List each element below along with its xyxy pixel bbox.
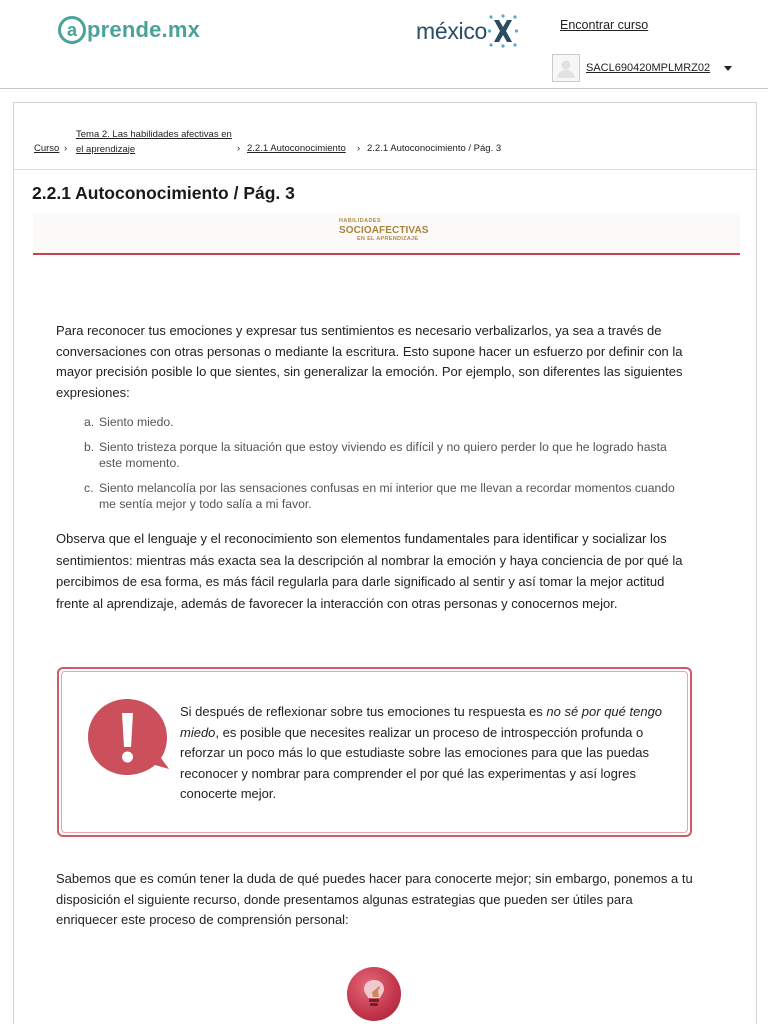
breadcrumb-course-link[interactable]: Curso — [34, 143, 60, 154]
callout-text — [180, 702, 670, 805]
resource-paragraph: Sabemos que es común tener la duda de qué puedes hacer para conocerte mejor; sin embargo, ponemos a tu disposición el siguiente recurso, donde presentamos algunas estrategias que pueden ser útiles para enriquecer este proceso de comprensión personal: — [56, 871, 693, 927]
page-title: 2.2.1 Autoconocimiento / Pág. 3 — [32, 183, 295, 203]
socioafectivas-logo — [339, 219, 429, 242]
lightbulb-icon — [359, 977, 389, 1011]
list-marker: c. — [84, 480, 94, 495]
find-course-link[interactable]: Encontrar curso — [560, 18, 649, 32]
list-item — [84, 439, 684, 472]
mexicox-logo[interactable] — [416, 14, 518, 48]
examples-list — [84, 414, 684, 521]
breadcrumb-separator: › — [237, 143, 241, 154]
user-icon — [555, 57, 577, 79]
list-marker: b. — [84, 439, 95, 454]
callout-text-start: Si después de reflexionar sobre tus emociones tu respuesta es — [180, 704, 547, 719]
mexicox-logo-text: méxico — [416, 17, 488, 44]
banner-line-1: HABILIDADES — [339, 218, 381, 224]
resource-button[interactable] — [347, 967, 401, 1021]
list-item-text: Siento miedo. — [99, 415, 174, 429]
aprende-mx-logo[interactable] — [58, 16, 200, 44]
course-content-card — [13, 102, 757, 1024]
site-header — [0, 0, 768, 89]
breadcrumb-topic-link[interactable]: Tema 2. Las habilidades afectivas en el aprendizaje — [76, 129, 232, 155]
banner-line-3: EN EL APRENDIZAJE — [357, 235, 419, 242]
breadcrumb-divider — [14, 169, 756, 170]
exclamation-speech-icon — [87, 697, 171, 781]
aprende-logo-text: prende.mx — [87, 17, 201, 42]
mexicox-x-icon — [488, 14, 518, 48]
user-menu[interactable] — [552, 54, 732, 82]
list-item-text: Siento melancolía por las sensaciones confusas en mi interior que me llevan a recordar momentos cuando me sentía mejor y todo salía a mi favor. — [99, 480, 675, 511]
breadcrumb-subtopic-link[interactable]: 2.2.1 Autoconocimiento — [247, 143, 346, 154]
username-link[interactable]: SACL690420MPLMRZ02 — [586, 62, 711, 74]
callout-text-italic: no sé por qué tengo miedo — [180, 704, 663, 740]
callout-text-end: , es posible que necesites realizar un proceso de introspección profunda o reforzar un poco más lo que estudiaste sobre las emociones para que las puedas reconocer y nombrar para comprender el por qué las experimentas y así logres conocerte mejor. — [180, 724, 650, 801]
list-item — [84, 480, 684, 513]
language-paragraph: Observa que el lenguaje y el reconocimiento son elementos fundamentales para identificar y socializar los sentimientos: mientras más exacta sea la descripción al nombrar la emoción y haya conciencia de por qué la percibimos de esa forma, es más fácil regularla para darle significado al sentir y así tomar la mejor actitud frente al aprendizaje, además de favorecer la interacción con otras personas y conocernos mejor. — [56, 531, 683, 611]
list-item — [84, 414, 684, 431]
breadcrumb-separator: › — [64, 143, 68, 154]
list-marker: a. — [84, 415, 95, 429]
chevron-down-icon[interactable] — [724, 66, 732, 71]
avatar[interactable] — [552, 54, 580, 82]
intro-paragraph: Para reconocer tus emociones y expresar tus sentimientos es necesario verbalizarlos, ya sea a través de conversaciones con otras personas o mediante la escritura. Esto supone hacer un esfuerzo por definir con la mayor precisión posible lo que sientes, sin generalizar la emoción. Por ejemplo, son diferentes las siguientes expresiones: — [56, 323, 683, 400]
list-item-text: Siento tristeza porque la situación que estoy viviendo es difícil y no quiero perder lo que he logrado hasta este momento. — [99, 439, 667, 470]
breadcrumb-separator: › — [357, 143, 361, 154]
reflection-callout — [57, 667, 692, 837]
breadcrumb-current: 2.2.1 Autoconocimiento / Pág. 3 — [367, 143, 502, 154]
banner-line-2: SOCIOAFECTIVAS — [339, 224, 429, 236]
aprende-logo-icon: a — [58, 16, 86, 44]
course-banner — [33, 213, 740, 255]
breadcrumb — [34, 125, 744, 165]
